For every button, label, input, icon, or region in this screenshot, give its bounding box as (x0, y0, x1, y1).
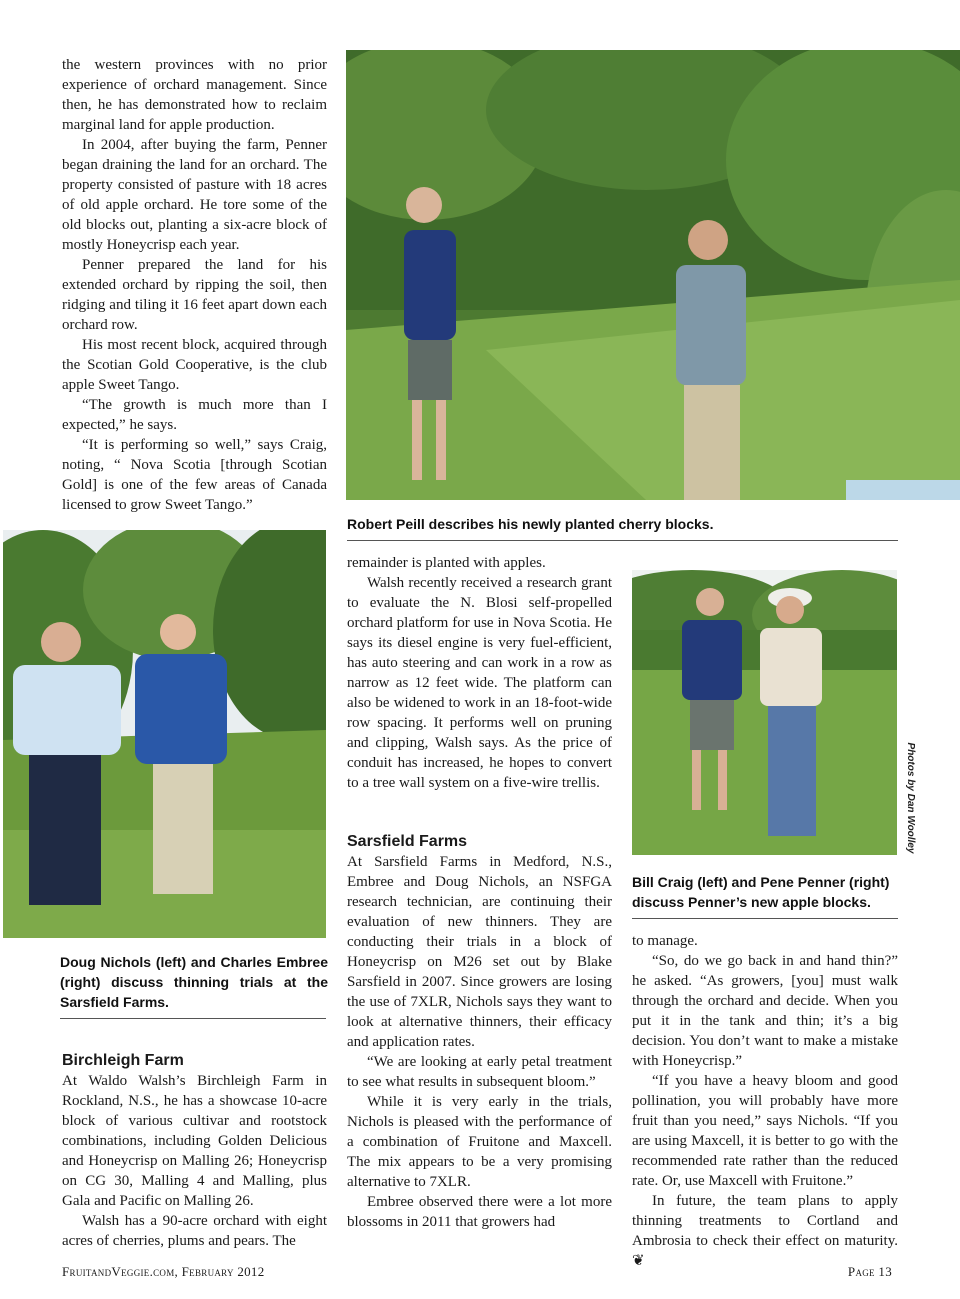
paragraph: In 2004, after buying the farm, Penner began draining the land for an orchard. The property consisted of pasture with 18 acres of old apple orchard. He tore some of the old blocks out, planting a six-acre block of mostly Honeycrisp each year. (62, 137, 327, 253)
paragraph: While it is very early in the trials, Nichols is pleased with the performance of a combination of Fruitone and Maxcell. The mix appears to be a very promising alternative to 7XLR. (347, 1094, 612, 1190)
birchleigh-section (62, 1051, 327, 1251)
caption-rule (60, 1018, 326, 1019)
article-column-right (632, 931, 898, 1271)
paragraph: His most recent block, acquired through the Scotian Gold Cooperative, is the club apple Sweet Tango. (62, 337, 327, 393)
caption-rule (632, 918, 898, 919)
paragraph: to manage. (632, 933, 698, 949)
paragraph: Penner prepared the land for his extended orchard by ripping the soil, then ridging and tiling it 16 feet apart down each orchard row. (62, 257, 327, 333)
section-heading-birchleigh: Birchleigh Farm (62, 1052, 184, 1069)
paragraph: “If you have a heavy bloom and good pollination, you will probably have more fruit than you need,” says Nichols. “If you are using Maxcell, it is better to go with the recommended rate rather than the reduced rate. Or, use Maxcell with Fruitone.” (632, 1073, 898, 1189)
paragraph: “So, do we go back in and hand thin?” he asked. “As growers, [you] must walk through the orchard and decide. When you put it in the tank and thin; it’s a big decision. You don’t want to make a mistake with Honeycrisp.” (632, 953, 898, 1069)
paragraph: Walsh recently received a research grant to evaluate the N. Blosi self-propelled orchard platform for use in Nova Scotia. He says its diesel engine is very fuel-efficient, has auto steering and can work in a row as narrow as 12 feet wide. The platform can also be widened to work in an 18-foot-wide row spacing. It performs well on pruning and clipping, Walsh says. As the price of conduit has increased, he hopes to convert to a tree wall system on a five-wire trellis. (347, 575, 612, 791)
caption-left-photo: Doug Nichols (left) and Charles Embree (right) discuss thinning trials at the Sarsfield Farms. (60, 954, 328, 1010)
paragraph: “We are looking at early petal treatment to see what results in subsequent bloom.” (347, 1054, 612, 1090)
caption-rule (347, 540, 898, 541)
paragraph: At Sarsfield Farms in Medford, N.S., Embree and Doug Nichols, an NSFGA research technician, are continuing their evaluation of new thinners. They are conducting their trials in a block of Honeycrisp on M26 set out by Blake Sarsfield in 2007. Since growers are losing the use of 7XLR, Nichols says they want to look at alternative thinners, their efficacy and application rates. (347, 854, 612, 1050)
article-column-left-top (62, 55, 327, 515)
footer-publication: FruitandVeggie.com, February 2012 (62, 1264, 265, 1279)
paragraph: Walsh has a 90-acre orchard with eight acres of cherries, plums and pears. The (62, 1213, 327, 1249)
paragraph: In future, the team plans to apply thinning treatments to Cortland and Ambrosia to check their effect on maturity. ❦ (632, 1193, 898, 1269)
paragraph: Embree observed there were a lot more blossoms in 2011 that growers had (347, 1194, 612, 1230)
paragraph: the western provinces with no prior experience of orchard management. Since then, he has demonstrated how to reclaim marginal land for apple production. (62, 57, 327, 133)
photo-credit: Photos by Dan Woolley (905, 742, 916, 854)
photo-apple-blocks (632, 570, 897, 855)
footer-page-number: Page 13 (847, 1264, 892, 1279)
paragraph: At Waldo Walsh’s Birchleigh Farm in Rockland, N.S., he has a showcase 10-acre block of various cultivar and rootstock combinations, including Golden Delicious and Honeycrisp on Malling 26; Honeycrisp on CG 30, Malling 4 and Malling, plus Gala and Pacific on Malling 26. (62, 1073, 327, 1209)
paragraph: “It is performing so well,” says Craig, noting, “ Nova Scotia [through Scotian Gold] is one of the few areas of Canada licensed to grow Sweet Tango.” (62, 437, 327, 513)
section-heading-sarsfield: Sarsfield Farms (347, 833, 468, 850)
sarsfield-section (347, 832, 612, 1232)
paragraph: “The growth is much more than I expected,” he says. (62, 397, 327, 433)
caption-right-photo: Bill Craig (left) and Pene Penner (right) discuss Penner’s new apple blocks. (632, 874, 890, 910)
caption-top-photo: Robert Peill describes his newly planted cherry blocks. (347, 516, 714, 532)
photo-cherry-blocks (346, 50, 960, 500)
paragraph: remainder is planted with apples. (347, 555, 546, 571)
article-column-middle (347, 553, 612, 793)
photo-thinning-trials (3, 530, 326, 938)
